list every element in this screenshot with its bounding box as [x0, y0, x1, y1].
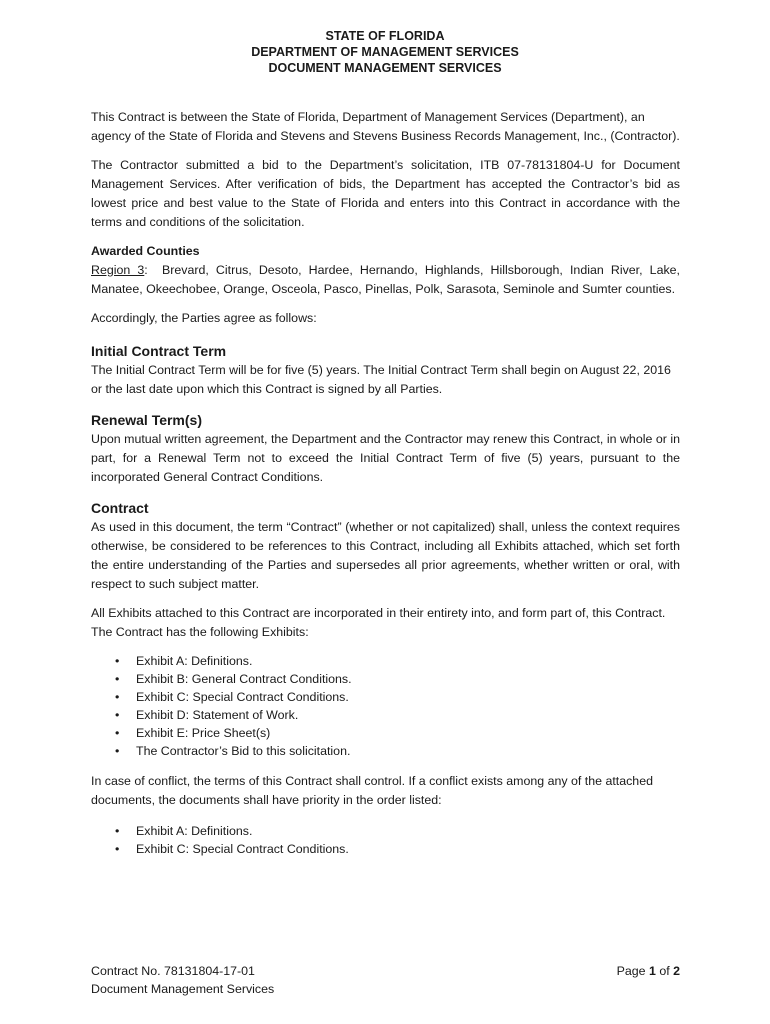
initial-term-heading: Initial Contract Term [91, 343, 227, 359]
awarded-counties-heading: Awarded Counties [91, 244, 200, 258]
header-division: DOCUMENT MANAGEMENT SERVICES [268, 61, 502, 75]
list-item: • Exhibit C: Special Contract Conditions. [115, 842, 349, 856]
contract-heading: Contract [91, 500, 149, 516]
region-counties: Brevard, Citrus, Desoto, Hardee, Hernando, Highlands, Hillsborough, Indian River, Lake, Manatee, Okeechobee, Orange, Osceola, Pasco, Pinellas, Polk, Sarasota, Seminole and Sumter counties. [91, 263, 680, 296]
list-item: • Exhibit A: Definitions. [115, 654, 253, 668]
footer-service-name: Document Management Services [91, 982, 275, 996]
bullet-icon: • [115, 842, 120, 856]
bullet-icon: • [115, 690, 120, 704]
initial-term-text: The Initial Contract Term will be for five (5) years. The Initial Contract Term shall begin on August 22, 2016 or the last date upon which this Contract is signed by all Parties. [91, 363, 671, 396]
list-item: • Exhibit C: Special Contract Conditions. [115, 690, 349, 704]
header-state: STATE OF FLORIDA [325, 29, 445, 43]
exhibits-list [91, 652, 680, 760]
document-header [0, 28, 770, 76]
bullet-icon: • [115, 708, 120, 722]
document-body [91, 108, 680, 868]
footer-page-number: Page 1 of 2 [616, 964, 680, 978]
list-item: • Exhibit A: Definitions. [115, 824, 253, 838]
footer-contract-info [91, 962, 274, 998]
intro-paragraph: This Contract is between the State of Florida, Department of Management Services (Department), an agency of the State of Florida and Stevens and Stevens Business Records Management, Inc., (Contractor). [91, 110, 680, 143]
priority-list [91, 822, 680, 858]
current-page: 1 [648, 964, 656, 978]
renewal-term-heading: Renewal Term(s) [91, 412, 202, 428]
renewal-term-text: Upon mutual written agreement, the Department and the Contractor may renew this Contract, in whole or in part, for a Renewal Term not to exceed the Initial Contract Term of five (5) years, pursuant to the incorporated General Contract Conditions. [91, 432, 680, 484]
awarded-counties-section [91, 242, 680, 299]
list-item: • Exhibit E: Price Sheet(s) [115, 726, 271, 740]
region-paragraph [91, 261, 680, 299]
list-item: • Exhibit B: General Contract Conditions. [115, 672, 352, 686]
list-item: • The Contractor’s Bid to this solicitation. [115, 744, 351, 758]
bullet-icon: • [115, 672, 120, 686]
region-separator: : [144, 263, 162, 277]
bullet-icon: • [115, 744, 120, 758]
region-label: Region 3 [91, 263, 145, 277]
accordingly-paragraph: Accordingly, the Parties agree as follows: [91, 311, 317, 325]
list-item: • Exhibit D: Statement of Work. [115, 708, 299, 722]
total-pages: 2 [673, 964, 680, 978]
header-department: DEPARTMENT OF MANAGEMENT SERVICES [251, 45, 519, 59]
footer-contract-number: Contract No. 78131804-17-01 [91, 964, 255, 978]
contract-definition-text: As used in this document, the term “Contract” (whether or not capitalized) shall, unless the context requires otherwise, be considered to be references to this Contract, including all Exhibits attached, which set forth the entire understanding of the Parties and supersedes all prior agreements, whether written or oral, with respect to such subject matter. [91, 520, 680, 591]
exhibits-intro-text: All Exhibits attached to this Contract are incorporated in their entirety into, and form part of, this Contract. The Contract has the following Exhibits: [91, 606, 666, 639]
bullet-icon: • [115, 726, 120, 740]
bullet-icon: • [115, 824, 120, 838]
conflict-text: In case of conflict, the terms of this Contract shall control. If a conflict exists among any of the attached documents, the documents shall have priority in the order listed: [91, 774, 653, 807]
solicitation-paragraph: The Contractor submitted a bid to the Department’s solicitation, ITB 07-78131804-U for Document Management Services. After verification of bids, the Department has accepted the Contractor’s bid as lowest price and best value to the State of Florida and enters into this Contract in accordance with the terms and conditions of the solicitation. [91, 158, 680, 229]
bullet-icon: • [115, 654, 120, 668]
